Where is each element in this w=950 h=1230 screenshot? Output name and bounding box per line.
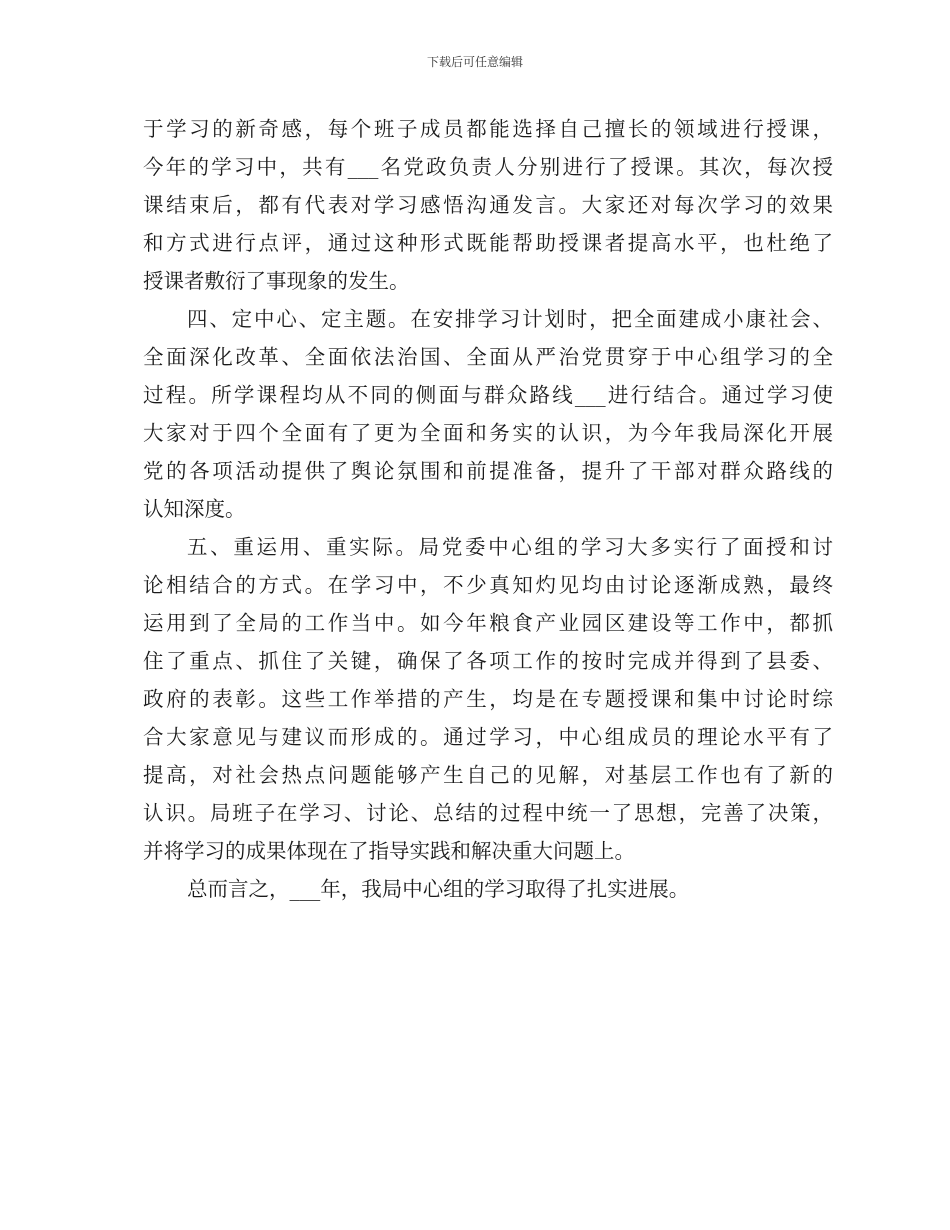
paragraph-3-line-6: 合大家意见与建议而形成的。通过学习，中心组成员的理论水平有了 — [143, 725, 833, 749]
paragraph-2-line-2: 全面深化改革、全面依法治国、全面从严治党贯穿于中心组学习的全 — [143, 345, 833, 369]
paragraph-2-line-1: 四、定中心、定主题。在安排学习计划时，把全面建成小康社会、 — [187, 307, 833, 331]
paragraph-1-line-3: 课结束后，都有代表对学习感悟沟通发言。大家还对每次学习的效果 — [143, 193, 833, 217]
paragraph-3-line-7: 提高，对社会热点问题能够产生自己的见解，对基层工作也有了新的 — [143, 763, 833, 787]
paragraph-1-line-1: 于学习的新奇感，每个班子成员都能选择自己擅长的领域进行授课， — [143, 117, 833, 141]
paragraph-3-line-8: 认识。局班子在学习、讨论、总结的过程中统一了思想，完善了决策， — [143, 801, 833, 825]
paragraph-3-line-5: 政府的表彰。这些工作举措的产生，均是在专题授课和集中讨论时综 — [143, 687, 833, 711]
paragraph-3-line-3: 运用到了全局的工作当中。如今年粮食产业园区建设等工作中，都抓 — [143, 611, 833, 635]
paragraph-3-line-4: 住了重点、抓住了关键，确保了各项工作的按时完成并得到了县委、 — [143, 649, 833, 673]
paragraph-2-line-4: 大家对于四个全面有了更为全面和务实的认识，为今年我局深化开展 — [143, 421, 833, 445]
paragraph-4-line-1: 总而言之，___年，我局中心组的学习取得了扎实进展。 — [187, 877, 690, 901]
paragraph-2-line-3: 过程。所学课程均从不同的侧面与群众路线___进行结合。通过学习使 — [143, 383, 833, 407]
paragraph-1-line-2: 今年的学习中，共有___名党政负责人分别进行了授课。其次，每次授 — [143, 155, 833, 179]
paragraph-1-line-4: 和方式进行点评，通过这种形式既能帮助授课者提高水平，也杜绝了 — [143, 231, 833, 255]
paragraph-2-line-6: 认知深度。 — [143, 497, 246, 521]
paragraph-3-line-1: 五、重运用、重实际。局党委中心组的学习大多实行了面授和讨 — [187, 535, 833, 559]
paragraph-3-line-9: 并将学习的成果体现在了指导实践和解决重大问题上。 — [143, 839, 635, 863]
paragraph-1-line-5: 授课者敷衍了事现象的发生。 — [143, 269, 410, 293]
paragraph-3-line-2: 论相结合的方式。在学习中，不少真知灼见均由讨论逐渐成熟，最终 — [143, 573, 833, 597]
page-header-note: 下载后可任意编辑 — [426, 55, 523, 69]
document-body — [143, 110, 833, 908]
paragraph-2-line-5: 党的各项活动提供了舆论氛围和前提准备，提升了干部对群众路线的 — [143, 459, 833, 483]
